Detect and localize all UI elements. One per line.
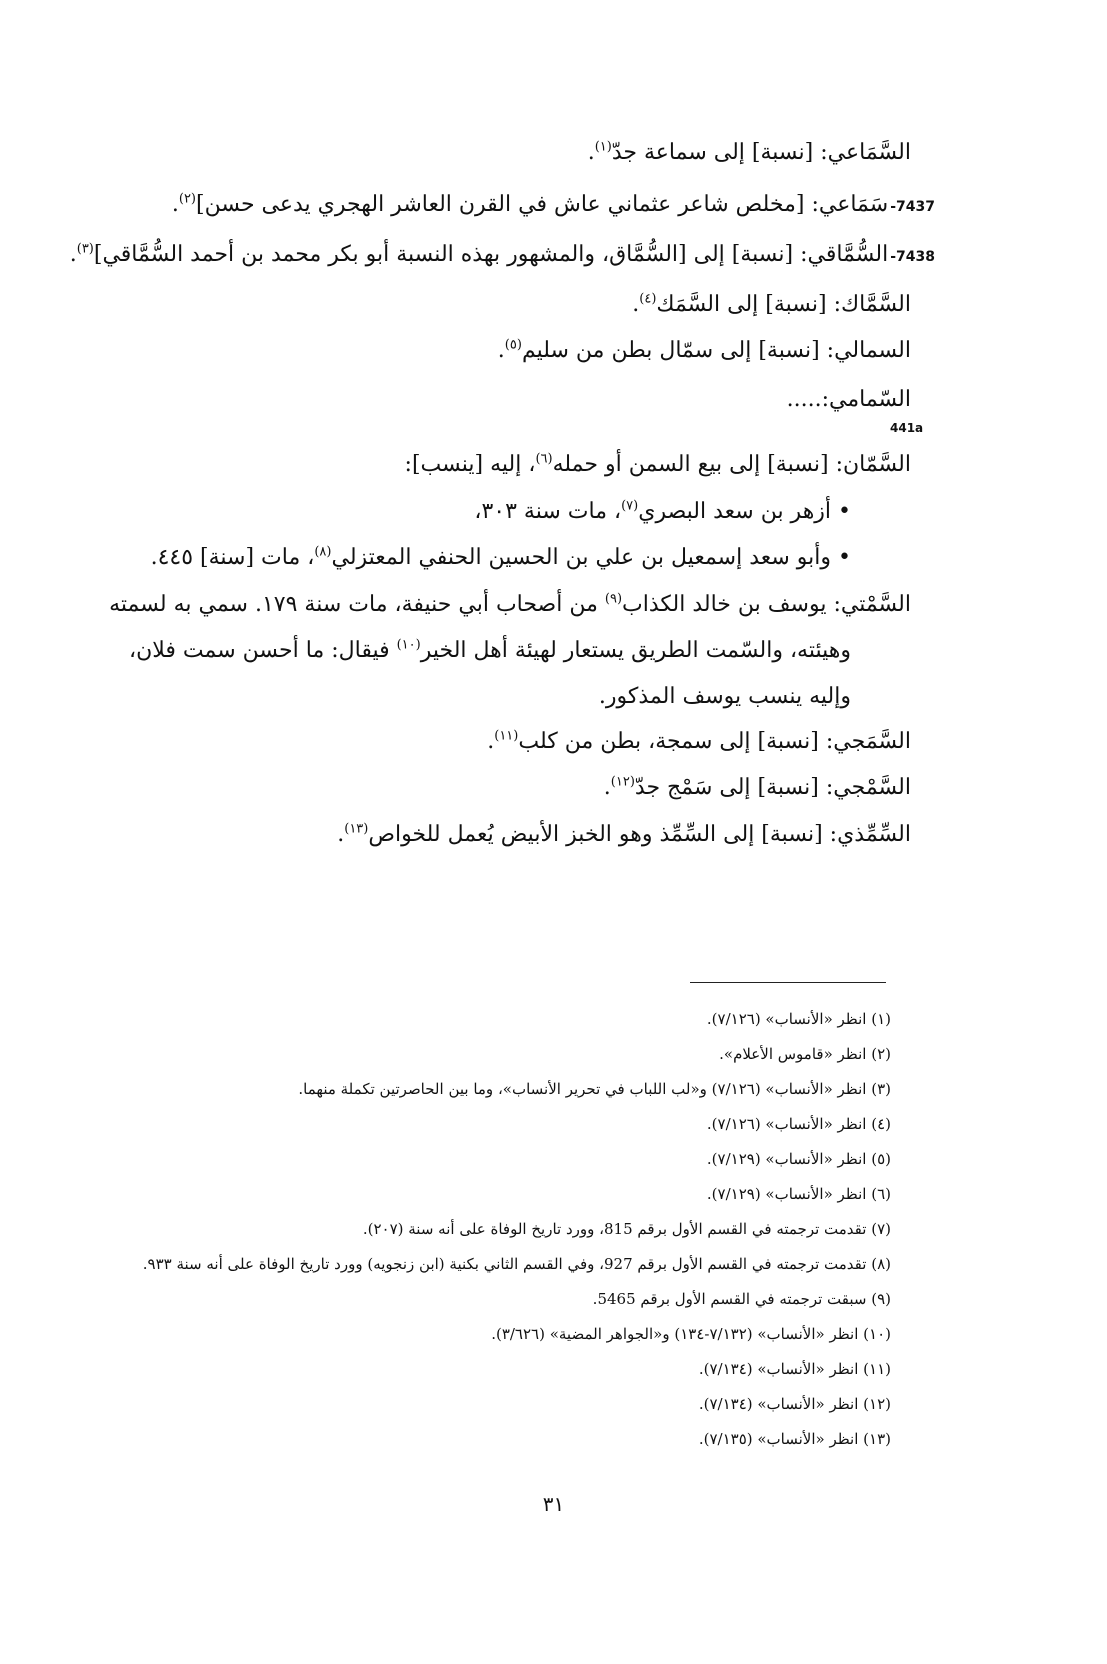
- footnote: (٩) سبقت ترجمته في القسم الأول برقم 5465.: [592, 1290, 891, 1308]
- footnote: (٢) انظر «قاموس الأعلام».: [719, 1045, 891, 1063]
- entry-line: السَّمْتي: يوسف بن خالد الكذاب$^{(٩)}$ من أصحاب أبي حنيفة، مات سنة ١٧٩. سمي به لسمته: [109, 591, 911, 617]
- footnote-separator: [690, 982, 886, 983]
- entry-number: 7438-: [890, 249, 935, 265]
- bullet-line: • وأبو سعد إسمعيل بن علي بن الحسين الحنفي المعتزلي$^{(٨)}$، مات [سنة] ٤٤٥.: [150, 544, 851, 570]
- entry-number: 7437-: [890, 199, 935, 215]
- entry-line: السَّمَّاك: [نسبة] إلى السَّمَك$^{(٤)}$.: [632, 291, 911, 317]
- bullet-line: • أزهر بن سعد البصري$^{(٧)}$، مات سنة ٣٠٣،: [474, 498, 851, 524]
- footnote: (٤) انظر «الأنساب» (٧/١٢٦).: [706, 1115, 891, 1133]
- footnote: (٧) تقدمت ترجمته في القسم الأول برقم 815، وورد تاريخ الوفاة على أنه سنة (٢٠٧).: [362, 1220, 891, 1238]
- folio-marker: 441a: [890, 421, 924, 435]
- entry-line: وإليه ينسب يوسف المذكور.: [598, 684, 851, 709]
- page-number: ٣١: [542, 1492, 565, 1516]
- footnote: (١٣) انظر «الأنساب» (٧/١٣٥).: [698, 1430, 891, 1448]
- footnote: (١٠) انظر «الأنساب» (٧/١٣٢-١٣٤) و«الجواهر المضية» (٣/٦٢٦).: [491, 1325, 891, 1343]
- footnote: (٥) انظر «الأنساب» (٧/١٢٩).: [706, 1150, 891, 1168]
- entry-line: السّمامي:.....: [786, 387, 911, 412]
- footnote: (٦) انظر «الأنساب» (٧/١٢٩).: [706, 1185, 891, 1203]
- entry-line: 7437-سَمَاعي: [مخلص شاعر عثماني عاش في القرن العاشر الهجري يدعى حسن]$^{(٢)}$.: [171, 191, 935, 217]
- entry-line: السَّمَجي: [نسبة] إلى سمجة، بطن من كلب$^{(١١)}$.: [487, 728, 911, 754]
- entry-line: 7438-السُّمَّاقي: [نسبة] إلى [السُّمَّاق، والمشهور بهذه النسبة أبو بكر محمد بن أحمد السُّمَّاقي]$^{(٣)}$.: [69, 241, 935, 267]
- entry-line: السمالي: [نسبة] إلى سمّال بطن من سليم$^{(٥)}$.: [497, 337, 911, 363]
- entry-line: السَّمْجي: [نسبة] إلى سَمْج جدّ$^{(١٢)}$.: [603, 774, 911, 800]
- footnote: (١) انظر «الأنساب» (٧/١٢٦).: [706, 1010, 891, 1028]
- entry-line: السَّمَاعي: [نسبة] إلى سماعة جدّ$^{(١)}$.: [587, 139, 911, 165]
- footnote: (١٢) انظر «الأنساب» (٧/١٣٤).: [698, 1395, 891, 1413]
- footnote: (١١) انظر «الأنساب» (٧/١٣٤).: [698, 1360, 891, 1378]
- footnote: (٣) انظر «الأنساب» (٧/١٢٦) و«لب اللباب في تحرير الأنساب»، وما بين الحاصرتين تكملة منهما.: [298, 1080, 891, 1098]
- entry-line: السِّمِّذي: [نسبة] إلى السِّمِّذ وهو الخبز الأبيض يُعمل للخواص$^{(١٣)}$.: [337, 821, 911, 847]
- entry-line: السَّمّان: [نسبة] إلى بيع السمن أو حمله$^{(٦)}$، إليه [ينسب]:: [404, 451, 911, 477]
- entry-line: وهيئته، والسّمت الطريق يستعار لهيئة أهل الخير$^{(١٠)}$ فيقال: ما أحسن سمت فلان،: [129, 637, 851, 663]
- footnote: (٨) تقدمت ترجمته في القسم الأول برقم 927، وفي القسم الثاني بكنية (ابن زنجويه) وورد تاريخ الوفاة على أنه سنة ٩٣٣.: [142, 1255, 891, 1273]
